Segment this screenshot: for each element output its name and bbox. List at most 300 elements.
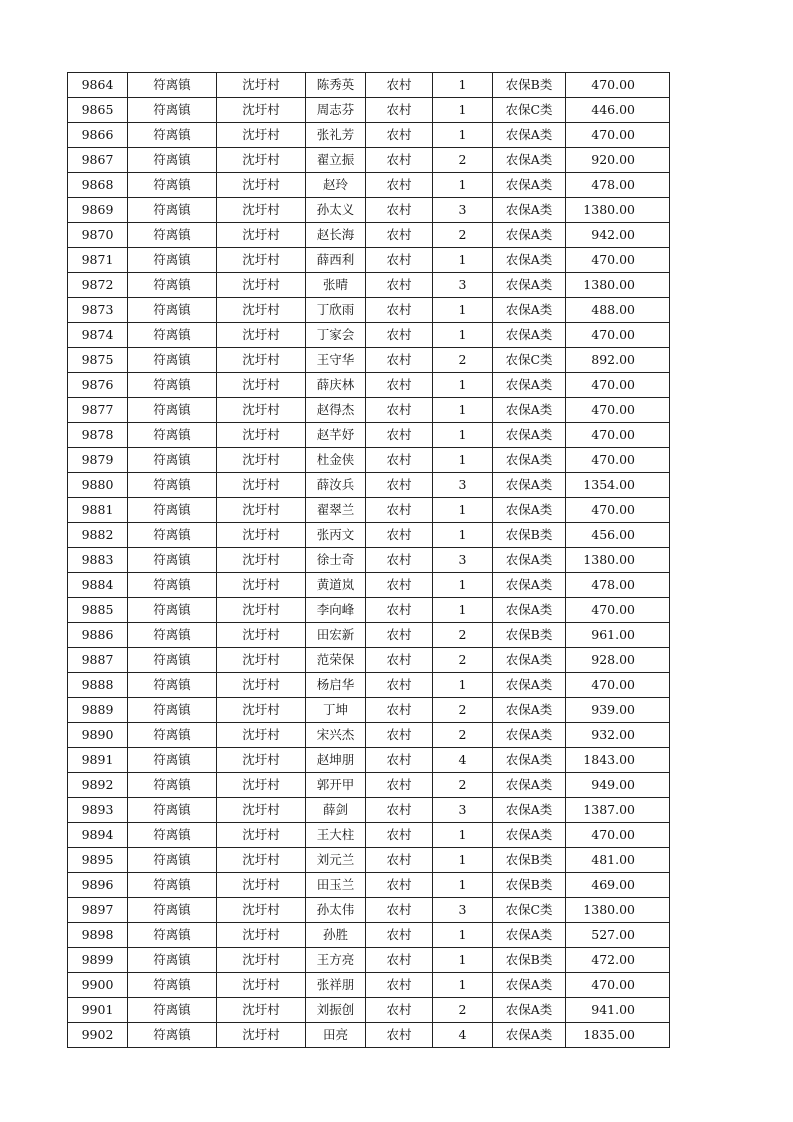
town-cell: 符离镇 (128, 548, 217, 573)
town-cell: 符离镇 (128, 498, 217, 523)
table-row (68, 298, 670, 323)
amount-cell: 1354.00 (566, 473, 670, 498)
household-count-cell: 3 (433, 898, 493, 923)
village-cell: 沈圩村 (217, 573, 306, 598)
household-count-cell: 1 (433, 323, 493, 348)
town-cell: 符离镇 (128, 798, 217, 823)
insurance-category-cell: 农保A类 (493, 698, 566, 723)
village-cell: 沈圩村 (217, 648, 306, 673)
town-cell: 符离镇 (128, 373, 217, 398)
amount-cell: 470.00 (566, 498, 670, 523)
person-name-cell: 赵得杰 (306, 398, 366, 423)
insurance-category-cell: 农保A类 (493, 498, 566, 523)
person-name-cell: 王大柱 (306, 823, 366, 848)
amount-cell: 942.00 (566, 223, 670, 248)
town-cell: 符离镇 (128, 623, 217, 648)
village-cell: 沈圩村 (217, 548, 306, 573)
area-type-cell: 农村 (366, 123, 433, 148)
insurance-category-cell: 农保A类 (493, 673, 566, 698)
household-count-cell: 3 (433, 473, 493, 498)
area-type-cell: 农村 (366, 773, 433, 798)
amount-cell: 932.00 (566, 723, 670, 748)
village-cell: 沈圩村 (217, 973, 306, 998)
village-cell: 沈圩村 (217, 198, 306, 223)
person-name-cell: 赵芊妤 (306, 423, 366, 448)
person-name-cell: 张晴 (306, 273, 366, 298)
row-number-cell: 9902 (68, 1023, 128, 1048)
table-row (68, 748, 670, 773)
row-number-cell: 9887 (68, 648, 128, 673)
village-cell: 沈圩村 (217, 223, 306, 248)
insurance-category-cell: 农保B类 (493, 848, 566, 873)
row-number-cell: 9866 (68, 123, 128, 148)
row-number-cell: 9878 (68, 423, 128, 448)
person-name-cell: 范荣保 (306, 648, 366, 673)
insurance-category-cell: 农保B类 (493, 73, 566, 98)
person-name-cell: 杜金侠 (306, 448, 366, 473)
person-name-cell: 张祥朋 (306, 973, 366, 998)
row-number-cell: 9875 (68, 348, 128, 373)
insurance-category-cell: 农保A类 (493, 548, 566, 573)
town-cell: 符离镇 (128, 698, 217, 723)
village-cell: 沈圩村 (217, 923, 306, 948)
table-row (68, 373, 670, 398)
person-name-cell: 孙太义 (306, 198, 366, 223)
row-number-cell: 9868 (68, 173, 128, 198)
person-name-cell: 赵玲 (306, 173, 366, 198)
row-number-cell: 9884 (68, 573, 128, 598)
area-type-cell: 农村 (366, 648, 433, 673)
row-number-cell: 9886 (68, 623, 128, 648)
person-name-cell: 张丙文 (306, 523, 366, 548)
person-name-cell: 翟翠兰 (306, 498, 366, 523)
insurance-category-cell: 农保A类 (493, 323, 566, 348)
table-row (68, 98, 670, 123)
table-body (68, 73, 670, 1048)
town-cell: 符离镇 (128, 148, 217, 173)
row-number-cell: 9888 (68, 673, 128, 698)
insurance-category-cell: 农保A类 (493, 973, 566, 998)
amount-cell: 470.00 (566, 823, 670, 848)
table-row (68, 723, 670, 748)
town-cell: 符离镇 (128, 173, 217, 198)
town-cell: 符离镇 (128, 98, 217, 123)
household-count-cell: 1 (433, 398, 493, 423)
area-type-cell: 农村 (366, 973, 433, 998)
table-row (68, 998, 670, 1023)
area-type-cell: 农村 (366, 998, 433, 1023)
village-cell: 沈圩村 (217, 598, 306, 623)
area-type-cell: 农村 (366, 198, 433, 223)
town-cell: 符离镇 (128, 523, 217, 548)
row-number-cell: 9897 (68, 898, 128, 923)
person-name-cell: 薛汝兵 (306, 473, 366, 498)
town-cell: 符离镇 (128, 748, 217, 773)
table-row (68, 73, 670, 98)
area-type-cell: 农村 (366, 1023, 433, 1048)
amount-cell: 470.00 (566, 423, 670, 448)
insurance-category-cell: 农保B类 (493, 948, 566, 973)
insurance-category-cell: 农保A类 (493, 198, 566, 223)
area-type-cell: 农村 (366, 548, 433, 573)
person-name-cell: 田亮 (306, 1023, 366, 1048)
row-number-cell: 9882 (68, 523, 128, 548)
row-number-cell: 9893 (68, 798, 128, 823)
insurance-category-cell: 农保A类 (493, 798, 566, 823)
area-type-cell: 农村 (366, 398, 433, 423)
insurance-category-cell: 农保A类 (493, 248, 566, 273)
area-type-cell: 农村 (366, 173, 433, 198)
row-number-cell: 9877 (68, 398, 128, 423)
amount-cell: 446.00 (566, 98, 670, 123)
table-row (68, 523, 670, 548)
town-cell: 符离镇 (128, 898, 217, 923)
town-cell: 符离镇 (128, 1023, 217, 1048)
amount-cell: 456.00 (566, 523, 670, 548)
person-name-cell: 赵长海 (306, 223, 366, 248)
person-name-cell: 陈秀英 (306, 73, 366, 98)
town-cell: 符离镇 (128, 873, 217, 898)
village-cell: 沈圩村 (217, 98, 306, 123)
area-type-cell: 农村 (366, 223, 433, 248)
town-cell: 符离镇 (128, 348, 217, 373)
area-type-cell: 农村 (366, 723, 433, 748)
insurance-category-cell: 农保A类 (493, 398, 566, 423)
insurance-category-cell: 农保A类 (493, 573, 566, 598)
village-cell: 沈圩村 (217, 498, 306, 523)
household-count-cell: 1 (433, 448, 493, 473)
area-type-cell: 农村 (366, 798, 433, 823)
person-name-cell: 郭开甲 (306, 773, 366, 798)
row-number-cell: 9898 (68, 923, 128, 948)
town-cell: 符离镇 (128, 648, 217, 673)
amount-cell: 470.00 (566, 598, 670, 623)
household-count-cell: 1 (433, 173, 493, 198)
amount-cell: 949.00 (566, 773, 670, 798)
town-cell: 符离镇 (128, 298, 217, 323)
amount-cell: 470.00 (566, 373, 670, 398)
area-type-cell: 农村 (366, 748, 433, 773)
town-cell: 符离镇 (128, 198, 217, 223)
village-cell: 沈圩村 (217, 748, 306, 773)
table-row (68, 348, 670, 373)
town-cell: 符离镇 (128, 223, 217, 248)
row-number-cell: 9867 (68, 148, 128, 173)
person-name-cell: 薛剑 (306, 798, 366, 823)
amount-cell: 941.00 (566, 998, 670, 1023)
person-name-cell: 赵坤朋 (306, 748, 366, 773)
area-type-cell: 农村 (366, 273, 433, 298)
insurance-category-cell: 农保C类 (493, 348, 566, 373)
village-cell: 沈圩村 (217, 73, 306, 98)
town-cell: 符离镇 (128, 848, 217, 873)
household-count-cell: 2 (433, 223, 493, 248)
household-count-cell: 1 (433, 573, 493, 598)
town-cell: 符离镇 (128, 973, 217, 998)
insurance-category-cell: 农保A类 (493, 748, 566, 773)
household-count-cell: 2 (433, 348, 493, 373)
insurance-category-cell: 农保A类 (493, 923, 566, 948)
village-cell: 沈圩村 (217, 623, 306, 648)
insurance-category-cell: 农保A类 (493, 423, 566, 448)
table-row (68, 923, 670, 948)
area-type-cell: 农村 (366, 348, 433, 373)
row-number-cell: 9890 (68, 723, 128, 748)
table-row (68, 123, 670, 148)
row-number-cell: 9874 (68, 323, 128, 348)
table-row (68, 698, 670, 723)
person-name-cell: 张礼芳 (306, 123, 366, 148)
town-cell: 符离镇 (128, 773, 217, 798)
town-cell: 符离镇 (128, 473, 217, 498)
village-cell: 沈圩村 (217, 123, 306, 148)
village-cell: 沈圩村 (217, 448, 306, 473)
table-row (68, 773, 670, 798)
village-cell: 沈圩村 (217, 773, 306, 798)
amount-cell: 527.00 (566, 923, 670, 948)
row-number-cell: 9872 (68, 273, 128, 298)
household-count-cell: 2 (433, 698, 493, 723)
row-number-cell: 9889 (68, 698, 128, 723)
area-type-cell: 农村 (366, 823, 433, 848)
row-number-cell: 9873 (68, 298, 128, 323)
person-name-cell: 丁家会 (306, 323, 366, 348)
amount-cell: 928.00 (566, 648, 670, 673)
amount-cell: 1387.00 (566, 798, 670, 823)
row-number-cell: 9879 (68, 448, 128, 473)
household-count-cell: 2 (433, 648, 493, 673)
amount-cell: 470.00 (566, 398, 670, 423)
household-count-cell: 1 (433, 848, 493, 873)
village-cell: 沈圩村 (217, 273, 306, 298)
person-name-cell: 丁欣雨 (306, 298, 366, 323)
area-type-cell: 农村 (366, 948, 433, 973)
town-cell: 符离镇 (128, 823, 217, 848)
amount-cell: 469.00 (566, 873, 670, 898)
amount-cell: 892.00 (566, 348, 670, 373)
table-row (68, 548, 670, 573)
town-cell: 符离镇 (128, 398, 217, 423)
table-row (68, 148, 670, 173)
household-count-cell: 1 (433, 973, 493, 998)
table-row (68, 823, 670, 848)
insurance-category-cell: 农保A类 (493, 448, 566, 473)
amount-cell: 481.00 (566, 848, 670, 873)
household-count-cell: 4 (433, 748, 493, 773)
town-cell: 符离镇 (128, 123, 217, 148)
household-count-cell: 2 (433, 623, 493, 648)
person-name-cell: 刘元兰 (306, 848, 366, 873)
table-row (68, 623, 670, 648)
village-cell: 沈圩村 (217, 898, 306, 923)
insurance-category-cell: 农保A类 (493, 273, 566, 298)
village-cell: 沈圩村 (217, 873, 306, 898)
amount-cell: 488.00 (566, 298, 670, 323)
row-number-cell: 9883 (68, 548, 128, 573)
household-count-cell: 1 (433, 423, 493, 448)
insurance-category-cell: 农保A类 (493, 123, 566, 148)
village-cell: 沈圩村 (217, 248, 306, 273)
amount-cell: 470.00 (566, 448, 670, 473)
insurance-category-cell: 农保A类 (493, 223, 566, 248)
area-type-cell: 农村 (366, 598, 433, 623)
area-type-cell: 农村 (366, 298, 433, 323)
area-type-cell: 农村 (366, 573, 433, 598)
town-cell: 符离镇 (128, 998, 217, 1023)
town-cell: 符离镇 (128, 923, 217, 948)
amount-cell: 470.00 (566, 973, 670, 998)
row-number-cell: 9870 (68, 223, 128, 248)
person-name-cell: 周志芬 (306, 98, 366, 123)
household-count-cell: 2 (433, 998, 493, 1023)
household-count-cell: 3 (433, 548, 493, 573)
person-name-cell: 田玉兰 (306, 873, 366, 898)
area-type-cell: 农村 (366, 498, 433, 523)
area-type-cell: 农村 (366, 898, 433, 923)
row-number-cell: 9892 (68, 773, 128, 798)
amount-cell: 470.00 (566, 323, 670, 348)
table-row (68, 248, 670, 273)
table-row (68, 1023, 670, 1048)
household-count-cell: 3 (433, 798, 493, 823)
household-count-cell: 2 (433, 723, 493, 748)
village-cell: 沈圩村 (217, 723, 306, 748)
row-number-cell: 9899 (68, 948, 128, 973)
household-count-cell: 4 (433, 1023, 493, 1048)
amount-cell: 472.00 (566, 948, 670, 973)
town-cell: 符离镇 (128, 423, 217, 448)
area-type-cell: 农村 (366, 623, 433, 648)
area-type-cell: 农村 (366, 323, 433, 348)
household-count-cell: 1 (433, 948, 493, 973)
row-number-cell: 9865 (68, 98, 128, 123)
row-number-cell: 9895 (68, 848, 128, 873)
village-cell: 沈圩村 (217, 673, 306, 698)
village-cell: 沈圩村 (217, 298, 306, 323)
household-count-cell: 3 (433, 198, 493, 223)
area-type-cell: 农村 (366, 73, 433, 98)
village-cell: 沈圩村 (217, 423, 306, 448)
person-name-cell: 丁坤 (306, 698, 366, 723)
area-type-cell: 农村 (366, 923, 433, 948)
town-cell: 符离镇 (128, 598, 217, 623)
insurance-category-cell: 农保C类 (493, 98, 566, 123)
person-name-cell: 孙胜 (306, 923, 366, 948)
village-cell: 沈圩村 (217, 348, 306, 373)
insurance-category-cell: 农保B类 (493, 623, 566, 648)
table-row (68, 398, 670, 423)
area-type-cell: 农村 (366, 448, 433, 473)
table-row (68, 873, 670, 898)
area-type-cell: 农村 (366, 248, 433, 273)
area-type-cell: 农村 (366, 98, 433, 123)
person-name-cell: 薛西利 (306, 248, 366, 273)
town-cell: 符离镇 (128, 948, 217, 973)
town-cell: 符离镇 (128, 273, 217, 298)
table-row (68, 948, 670, 973)
table-row (68, 798, 670, 823)
table-row (68, 423, 670, 448)
table-row (68, 673, 670, 698)
household-count-cell: 2 (433, 148, 493, 173)
row-number-cell: 9894 (68, 823, 128, 848)
insurance-category-cell: 农保B类 (493, 523, 566, 548)
person-name-cell: 刘振创 (306, 998, 366, 1023)
row-number-cell: 9871 (68, 248, 128, 273)
row-number-cell: 9891 (68, 748, 128, 773)
person-name-cell: 杨启华 (306, 673, 366, 698)
area-type-cell: 农村 (366, 873, 433, 898)
row-number-cell: 9900 (68, 973, 128, 998)
village-cell: 沈圩村 (217, 848, 306, 873)
insurance-category-cell: 农保A类 (493, 373, 566, 398)
amount-cell: 1380.00 (566, 548, 670, 573)
table-row (68, 223, 670, 248)
table-row (68, 848, 670, 873)
household-count-cell: 1 (433, 123, 493, 148)
table-row (68, 323, 670, 348)
table-row (68, 898, 670, 923)
amount-cell: 939.00 (566, 698, 670, 723)
row-number-cell: 9885 (68, 598, 128, 623)
table-row (68, 648, 670, 673)
amount-cell: 478.00 (566, 173, 670, 198)
person-name-cell: 孙太伟 (306, 898, 366, 923)
amount-cell: 1835.00 (566, 1023, 670, 1048)
area-type-cell: 农村 (366, 848, 433, 873)
village-cell: 沈圩村 (217, 373, 306, 398)
table-row (68, 973, 670, 998)
table-row (68, 173, 670, 198)
person-name-cell: 薛庆林 (306, 373, 366, 398)
household-count-cell: 3 (433, 273, 493, 298)
town-cell: 符离镇 (128, 723, 217, 748)
amount-cell: 1380.00 (566, 273, 670, 298)
village-cell: 沈圩村 (217, 698, 306, 723)
household-count-cell: 1 (433, 498, 493, 523)
amount-cell: 470.00 (566, 123, 670, 148)
insurance-category-cell: 农保A类 (493, 173, 566, 198)
person-name-cell: 黄道岚 (306, 573, 366, 598)
village-cell: 沈圩村 (217, 823, 306, 848)
area-type-cell: 农村 (366, 698, 433, 723)
table-row (68, 198, 670, 223)
insurance-category-cell: 农保A类 (493, 648, 566, 673)
person-name-cell: 王守华 (306, 348, 366, 373)
town-cell: 符离镇 (128, 248, 217, 273)
town-cell: 符离镇 (128, 573, 217, 598)
table-row (68, 498, 670, 523)
insurance-category-cell: 农保A类 (493, 473, 566, 498)
town-cell: 符离镇 (128, 323, 217, 348)
village-cell: 沈圩村 (217, 473, 306, 498)
household-count-cell: 1 (433, 523, 493, 548)
household-count-cell: 1 (433, 873, 493, 898)
amount-cell: 1843.00 (566, 748, 670, 773)
table-row (68, 473, 670, 498)
village-cell: 沈圩村 (217, 998, 306, 1023)
row-number-cell: 9864 (68, 73, 128, 98)
insurance-category-cell: 农保A类 (493, 823, 566, 848)
amount-cell: 1380.00 (566, 198, 670, 223)
household-count-cell: 2 (433, 773, 493, 798)
table-row (68, 598, 670, 623)
table-row (68, 573, 670, 598)
household-count-cell: 1 (433, 923, 493, 948)
insurance-category-cell: 农保B类 (493, 873, 566, 898)
insurance-category-cell: 农保A类 (493, 148, 566, 173)
household-count-cell: 1 (433, 298, 493, 323)
